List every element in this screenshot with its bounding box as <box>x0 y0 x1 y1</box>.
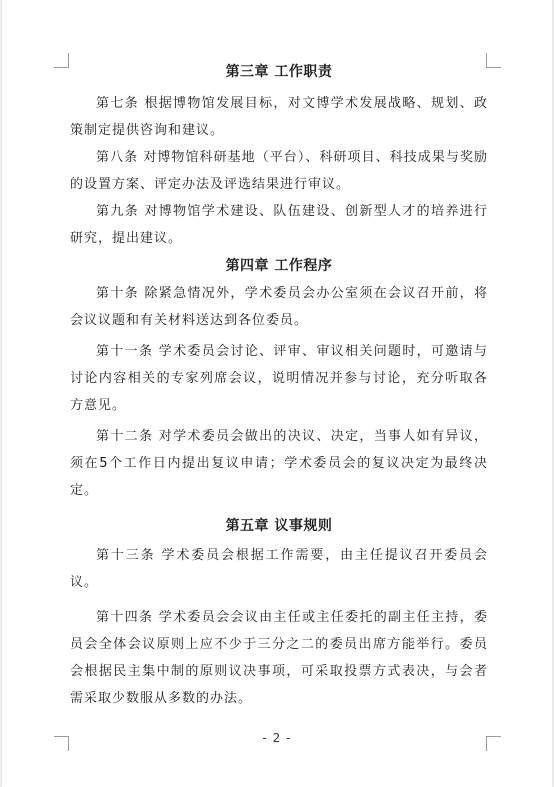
article-8: 第八条 对博物馆科研基地（平台）、科研项目、科技成果与奖励的设置方案、评定办法及评选结果进行审议。 <box>70 150 488 192</box>
margin-corner-top-right <box>486 53 501 68</box>
page-number-text: - 2 - <box>262 731 292 745</box>
article-12: 第十二条 对学术委员会做出的决议、决定，当事人如有异议，须在5个工作日内提出复议申请；学术委员会的复议决定为最终决定。 <box>70 429 488 498</box>
article-14: 第十四条 学术委员会会议由主任或主任委托的副主任主持，委员会全体会议原则上应不少于三分之二的委员出席方能举行。委员会根据民主集中制的原则议决事项，可采取投票方式表决，与会者需采取少数服从多数的办法。 <box>70 610 488 706</box>
margin-corner-top-left <box>54 53 69 68</box>
chapter-heading-3: 第三章 工作职责 <box>225 64 333 80</box>
chapter-heading-5: 第五章 议事规则 <box>225 518 333 534</box>
page-number <box>2 731 552 745</box>
document-body[interactable] <box>70 62 488 712</box>
article-7: 第七条 根据博物馆发展目标，对文博学术发展战略、规划、政策制定提供咨询和建议。 <box>70 96 488 138</box>
chapter-heading-4: 第四章 工作程序 <box>225 258 333 274</box>
article-11: 第十一条 学术委员会讨论、评审、审议相关问题时，可邀请与讨论内容相关的专家列席会议，说明情况并参与讨论，充分听取各方意见。 <box>70 344 488 413</box>
article-13: 第十三条 学术委员会根据工作需要，由主任提议召开委员会议。 <box>70 548 488 590</box>
article-10: 第十条 除紧急情况外，学术委员会办公室须在会议召开前，将会议议题和有关材料送达到各位委员。 <box>70 286 488 328</box>
document-page <box>2 0 552 787</box>
article-9: 第九条 对博物馆学术建设、队伍建设、创新型人才的培养进行研究，提出建议。 <box>70 204 488 246</box>
